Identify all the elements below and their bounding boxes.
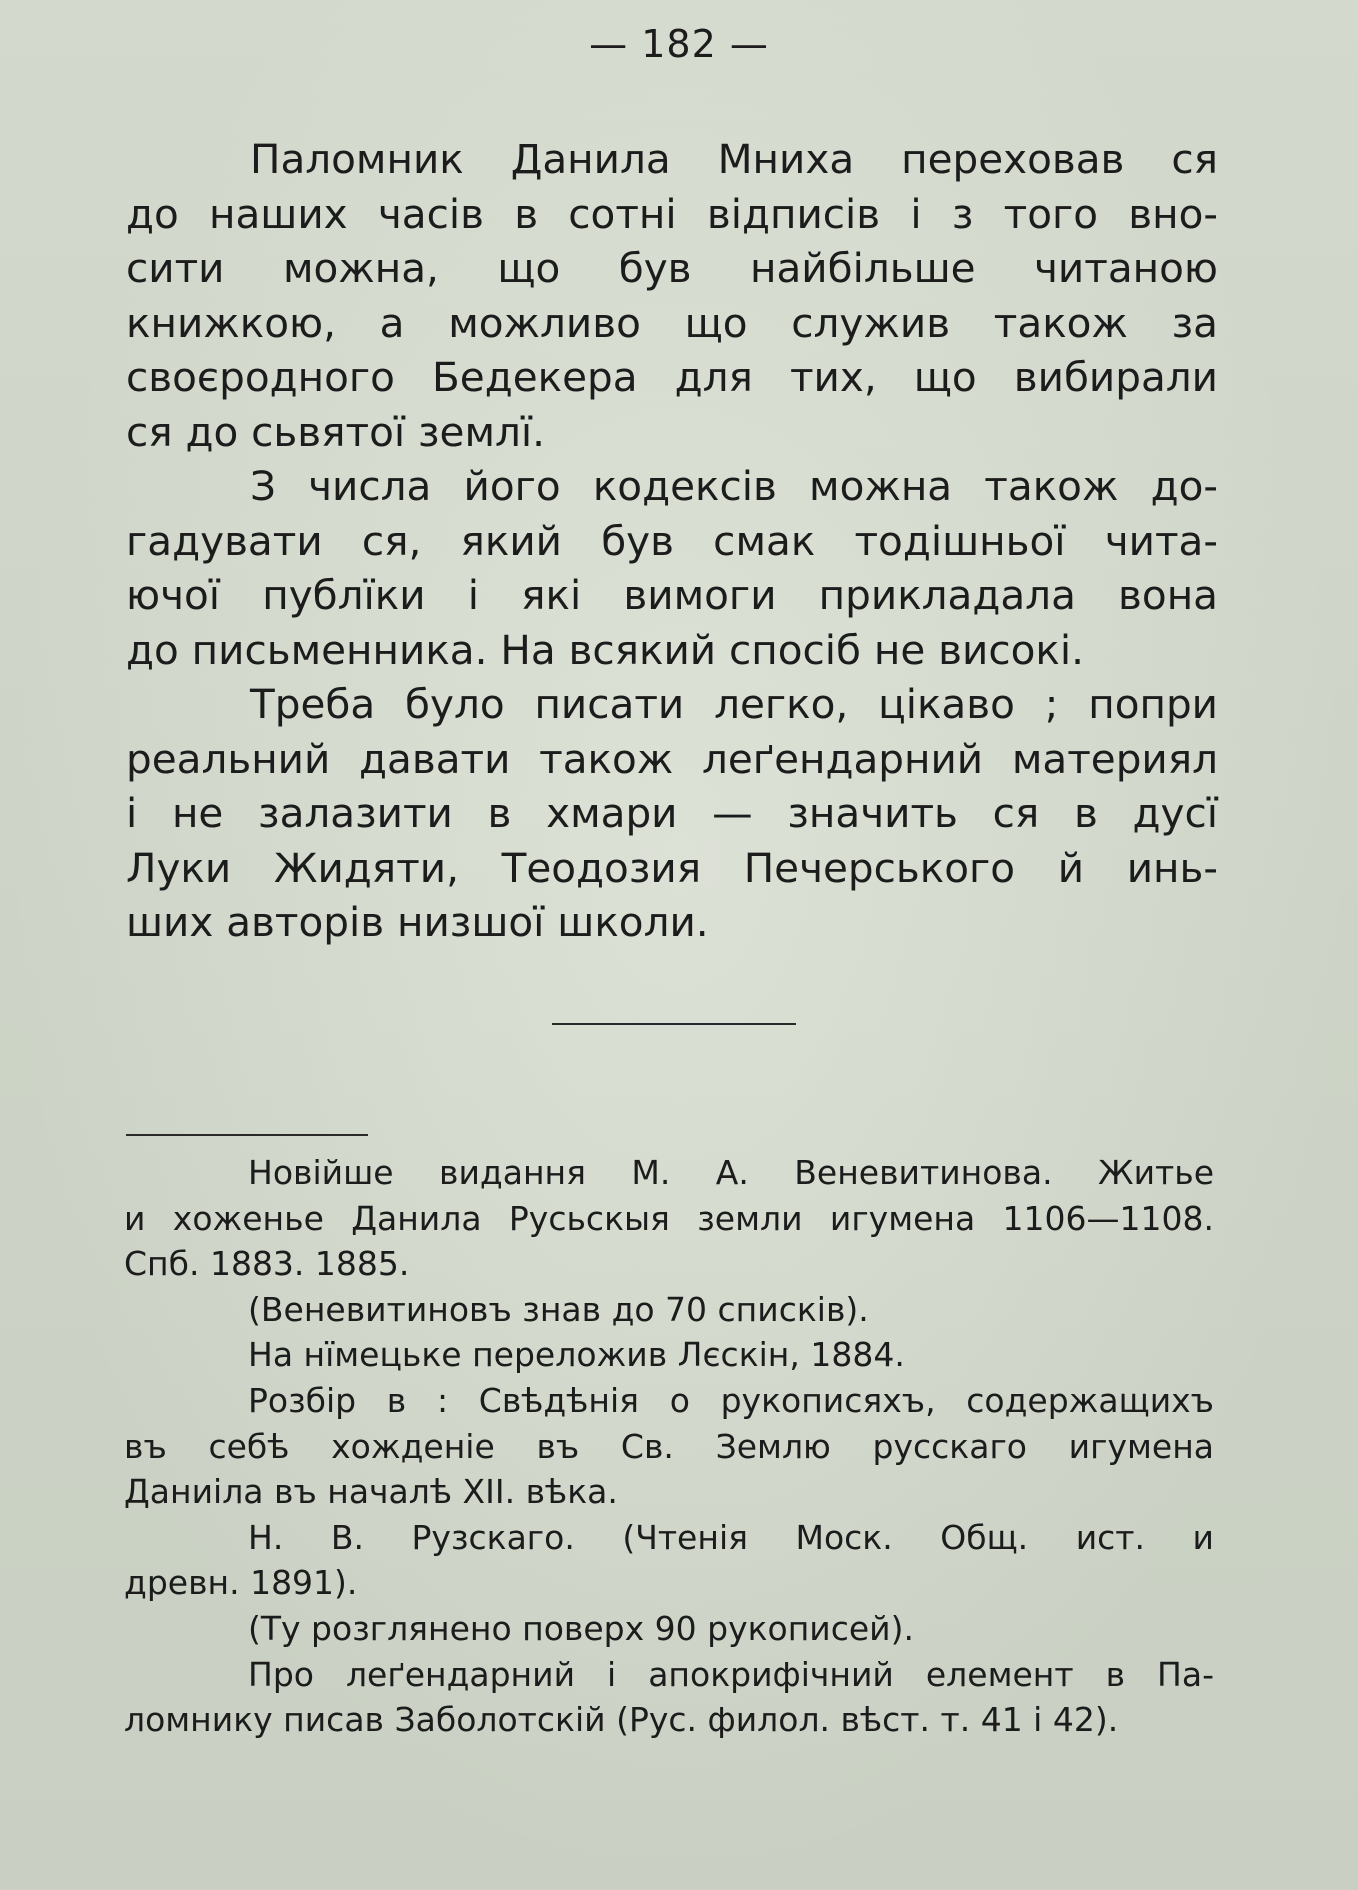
footnote-divider xyxy=(126,1134,368,1136)
paragraph xyxy=(126,677,1218,950)
text-line: Паломник Данила Мниха переховав ся xyxy=(250,135,1218,183)
footnote-line: ломнику писав Заболотскій (Рус. филол. вѣст. т. 41 і 42). xyxy=(124,1700,1119,1740)
footnote-line: Н. В. Рузскаго. (Чтенія Моск. Общ. ист. и xyxy=(248,1517,1214,1557)
text-line: реальний давати також леґендарний материял xyxy=(126,734,1218,783)
footnote-entry xyxy=(124,1652,1214,1743)
footnote-line: (Ту розглянено поверх 90 рукописей). xyxy=(248,1608,914,1648)
footnote-line: древн. 1891). xyxy=(124,1563,358,1603)
footnote-entry xyxy=(124,1150,1214,1287)
footnote-entry xyxy=(124,1606,1214,1652)
footnote-entry xyxy=(124,1378,1214,1515)
text-line: до наших часів в сотні відписів і з того вно- xyxy=(126,189,1218,238)
footnote-entry xyxy=(124,1515,1214,1606)
footnote-line: Спб. 1883. 1885. xyxy=(124,1244,410,1284)
footnote-line: Розбір в : Свѣдѣнія о рукописяхъ, содержащихъ xyxy=(248,1380,1214,1420)
footnote-line: Новійше видання М. А. Веневитинова. Житье xyxy=(248,1153,1214,1192)
footnotes xyxy=(124,1150,1214,1743)
footnote-line: въ себѣ хожденіе въ Св. Землю русскаго игумена xyxy=(124,1426,1214,1466)
footnote-line: На нїмецьке переложив Лєскін, 1884. xyxy=(248,1335,905,1375)
text-line: Луки Жидяти, Теодозия Печерського й инь- xyxy=(126,843,1218,892)
text-line: Треба було писати легко, цікаво ; попри xyxy=(250,680,1218,728)
text-line: до письменника. На всякий спосіб не високі. xyxy=(126,625,1084,674)
text-line: ших авторів низшої школи. xyxy=(126,898,709,946)
footnote-line: Даниіла въ началѣ XII. вѣка. xyxy=(124,1472,618,1512)
text-line: ючої публїки і які вимоги прикладала вона xyxy=(126,571,1218,619)
page-number: — 182 — xyxy=(589,22,769,66)
text-line: своєродного Бедекера для тих, що вибирали xyxy=(126,353,1218,401)
paragraph xyxy=(126,132,1218,459)
text-line: гадувати ся, який був смак тодішньої чита- xyxy=(126,516,1218,565)
footnote-line: (Веневитиновъ знав до 70 списків). xyxy=(248,1289,869,1329)
main-text xyxy=(126,132,1218,950)
text-line: ся до сьвятої землї. xyxy=(126,407,546,456)
footnote-line: Про леґендарний і апокрифічний елемент в Па- xyxy=(248,1654,1214,1694)
text-line: і не залазити в хмари — значить ся в дусї xyxy=(126,789,1218,837)
footnote-line: и хоженье Данила Русьскыя земли игумена 1106—1108. xyxy=(124,1198,1214,1238)
footnote-entry xyxy=(124,1332,1214,1378)
paragraph xyxy=(126,459,1218,677)
section-divider xyxy=(552,1023,796,1025)
text-line: книжкою, а можливо що служив також за xyxy=(126,298,1218,347)
footnote-entry xyxy=(124,1287,1214,1333)
text-line: З числа його кодексів можна також до- xyxy=(250,462,1218,510)
text-line: сити можна, що був найбільше читаною xyxy=(126,244,1218,292)
